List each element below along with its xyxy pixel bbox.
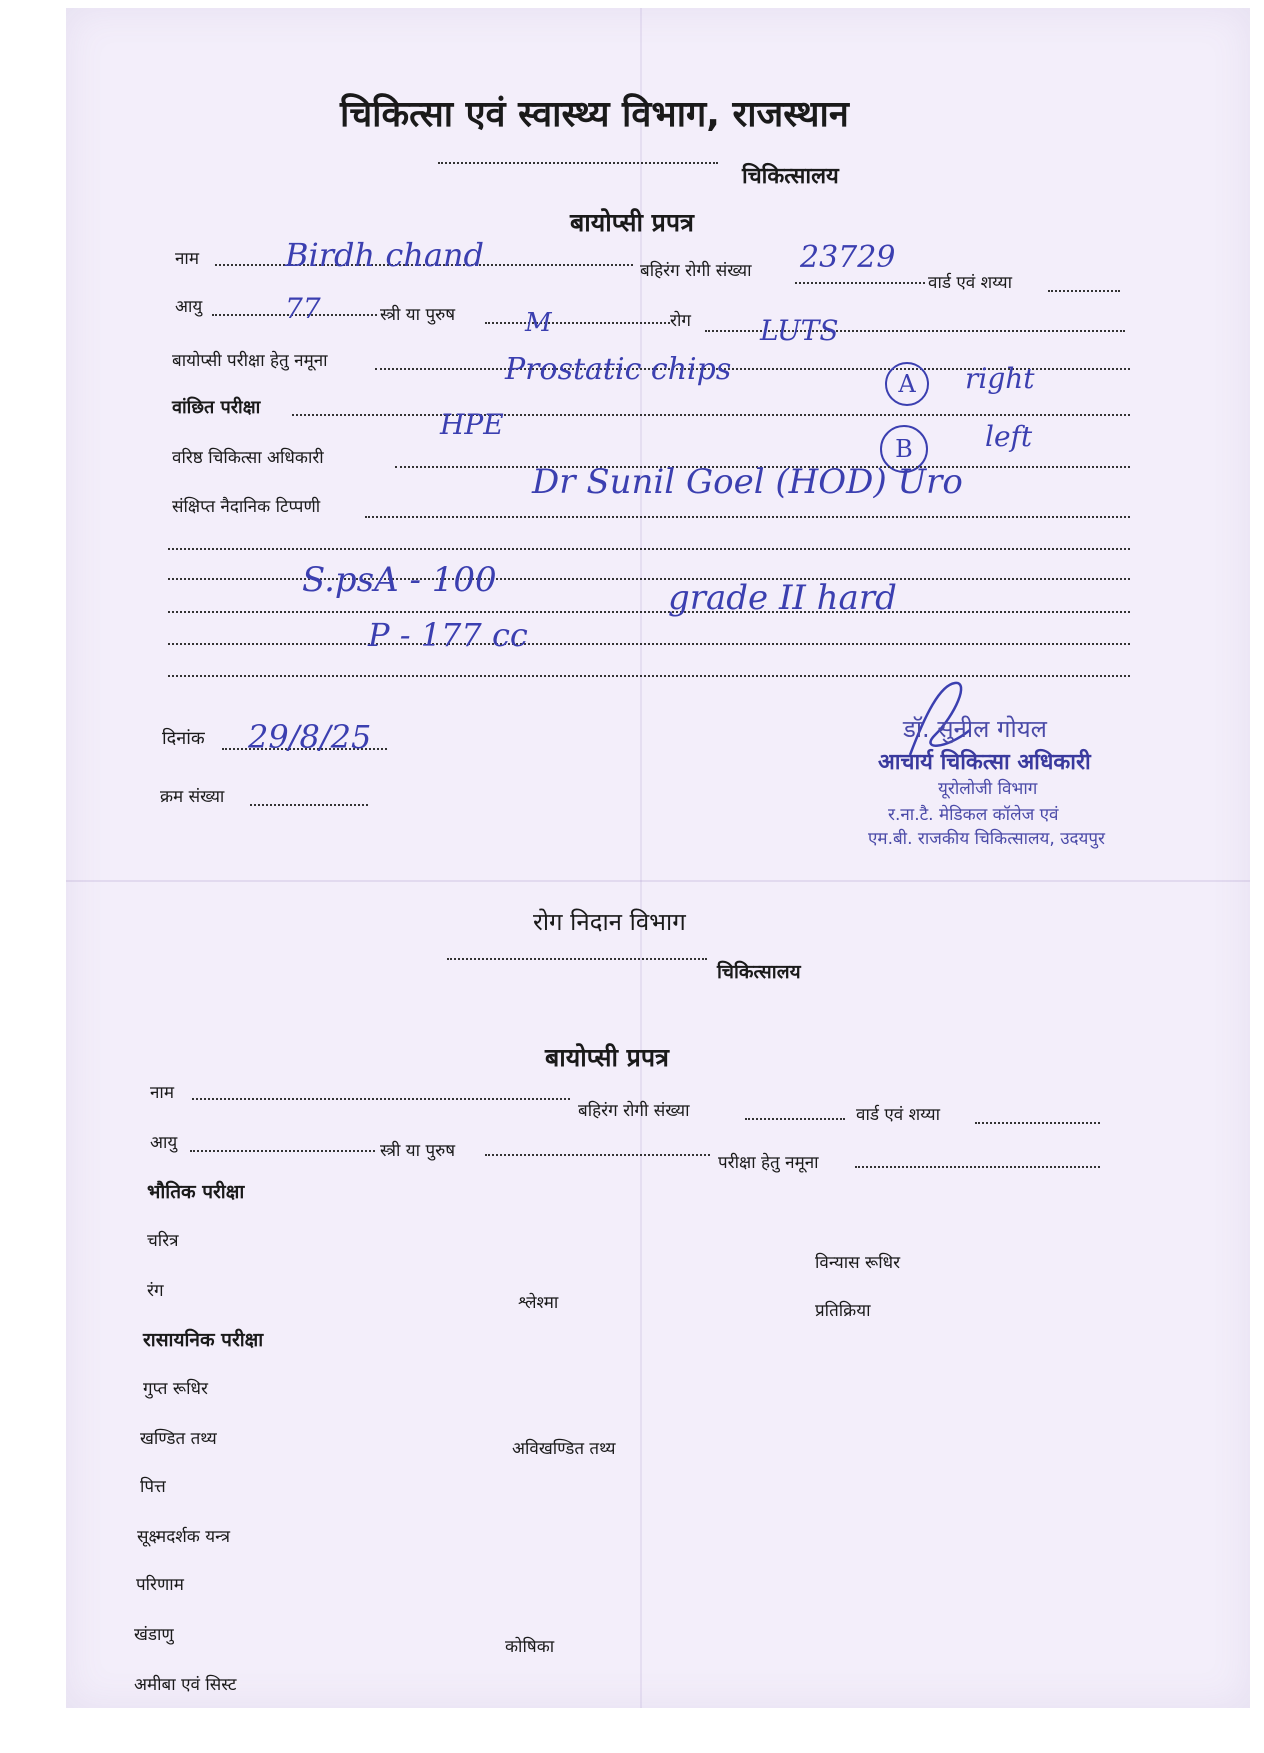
pathology-sex-line xyxy=(485,1154,710,1156)
particles-label: खंडाणु xyxy=(134,1625,174,1645)
pathology-opd-label: बहिरंग रोगी संख्या xyxy=(578,1101,690,1121)
pathology-age-line xyxy=(190,1150,375,1152)
mucus-label: श्लेश्मा xyxy=(518,1293,559,1313)
opd-value: 23729 xyxy=(800,240,896,275)
pathology-sex-label: स्त्री या पुरुष xyxy=(380,1141,456,1161)
microscope-label: सूक्ष्मदर्शक यन्त्र xyxy=(137,1527,231,1547)
notes-line-4 xyxy=(168,611,1130,613)
notes-line-5 xyxy=(168,643,1130,645)
circle-b-note: left xyxy=(985,420,1033,453)
notes-label: संक्षिप्त नैदानिक टिप्पणी xyxy=(172,497,321,517)
desired-test-line xyxy=(292,414,1130,416)
amoeba-label: अमीबा एवं सिस्ट xyxy=(134,1675,237,1695)
pathology-sample-label: परीक्षा हेतु नमूना xyxy=(718,1153,819,1173)
sample-value: Prostatic chips xyxy=(505,352,732,387)
officer-value: Dr Sunil Goel (HOD) Uro xyxy=(532,462,963,502)
character-label: चरित्र xyxy=(147,1231,179,1251)
note-prostate-volume: P - 177 cc xyxy=(368,616,528,654)
name-value: Birdh chand xyxy=(285,236,485,274)
disease-value: LUTS xyxy=(760,314,839,347)
sex-label: स्त्री या पुरुष xyxy=(380,305,456,325)
pathology-age-label: आयु xyxy=(150,1133,178,1153)
date-label: दिनांक xyxy=(162,728,205,749)
pathology-hospital-blank xyxy=(447,958,707,960)
ward-line xyxy=(1048,290,1120,292)
chemical-exam-heading: रासायनिक परीक्षा xyxy=(143,1329,264,1351)
serial-label: क्रम संख्या xyxy=(160,787,225,807)
hospital-suffix: चिकित्सालय xyxy=(742,164,839,189)
pathology-opd-line xyxy=(745,1118,845,1120)
reaction-label: प्रतिक्रिया xyxy=(815,1301,871,1321)
date-value: 29/8/25 xyxy=(248,718,372,756)
age-label: आयु xyxy=(175,297,203,317)
pathology-department: रोग निदान विभाग xyxy=(533,908,686,936)
pathology-sample-line xyxy=(855,1166,1100,1168)
paper-fold xyxy=(66,880,1250,882)
sex-line xyxy=(485,322,670,324)
age-value: 77 xyxy=(285,292,321,325)
bile-label: पित्त xyxy=(140,1477,166,1497)
physical-exam-heading: भौतिक परीक्षा xyxy=(147,1181,245,1203)
desired-test-label: वांछित परीक्षा xyxy=(172,397,261,418)
pathology-name-line xyxy=(192,1098,570,1100)
department-title: चिकित्सा एवं स्वास्थ्य विभाग, राजस्थान xyxy=(340,94,849,135)
occult-blood-label: गुप्त रूधिर xyxy=(143,1379,208,1399)
stamp-doctor-name: डॉ. सुनील गोयल xyxy=(903,715,1047,743)
unfragmented-label: अविखण्डित तथ्य xyxy=(512,1439,616,1459)
color-label: रंग xyxy=(147,1281,164,1301)
opd-line xyxy=(795,282,925,284)
notes-line-1 xyxy=(365,516,1130,518)
stamp-college: र.ना.टै. मेडिकल कॉलेज एवं xyxy=(888,805,1059,825)
notes-line-2 xyxy=(168,548,1130,550)
cells-label: कोषिका xyxy=(505,1637,555,1657)
serial-line xyxy=(250,804,368,806)
opd-label: बहिरंग रोगी संख्या xyxy=(640,261,752,281)
ward-label: वार्ड एवं शय्या xyxy=(928,273,1013,293)
fragmented-label: खण्डित तथ्य xyxy=(140,1429,217,1449)
circle-b: B xyxy=(880,425,928,473)
pathology-hospital-suffix: चिकित्सालय xyxy=(717,961,801,983)
stamp-hospital: एम.बी. राजकीय चिकित्सालय, उदयपुर xyxy=(868,829,1106,849)
blood-pattern-label: विन्यास रूधिर xyxy=(815,1253,901,1273)
pathology-form-title: बायोप्सी प्रपत्र xyxy=(545,1043,669,1072)
desired-test-value: HPE xyxy=(440,408,504,441)
note-psa: S.psA - 100 xyxy=(302,560,497,600)
result-label: परिणाम xyxy=(136,1575,184,1595)
hospital-name-blank xyxy=(438,162,718,164)
notes-line-6 xyxy=(168,675,1130,677)
officer-label: वरिष्ठ चिकित्सा अधिकारी xyxy=(172,448,324,468)
stamp-designation: आचार्य चिकित्सा अधिकारी xyxy=(878,750,1091,775)
disease-label: रोग xyxy=(670,311,691,331)
pathology-ward-line xyxy=(975,1122,1100,1124)
form-title: बायोप्सी प्रपत्र xyxy=(570,208,694,237)
circle-a: A xyxy=(885,362,929,406)
circle-a-note: right xyxy=(965,362,1035,395)
pathology-ward-label: वार्ड एवं शय्या xyxy=(856,1105,941,1125)
note-grade: grade II hard xyxy=(668,578,897,618)
sample-label: बायोप्सी परीक्षा हेतु नमूना xyxy=(172,351,328,371)
stamp-department: यूरोलोजी विभाग xyxy=(938,779,1038,799)
pathology-name-label: नाम xyxy=(150,1083,175,1103)
sex-value: M xyxy=(525,308,552,338)
name-label: नाम xyxy=(175,249,200,269)
